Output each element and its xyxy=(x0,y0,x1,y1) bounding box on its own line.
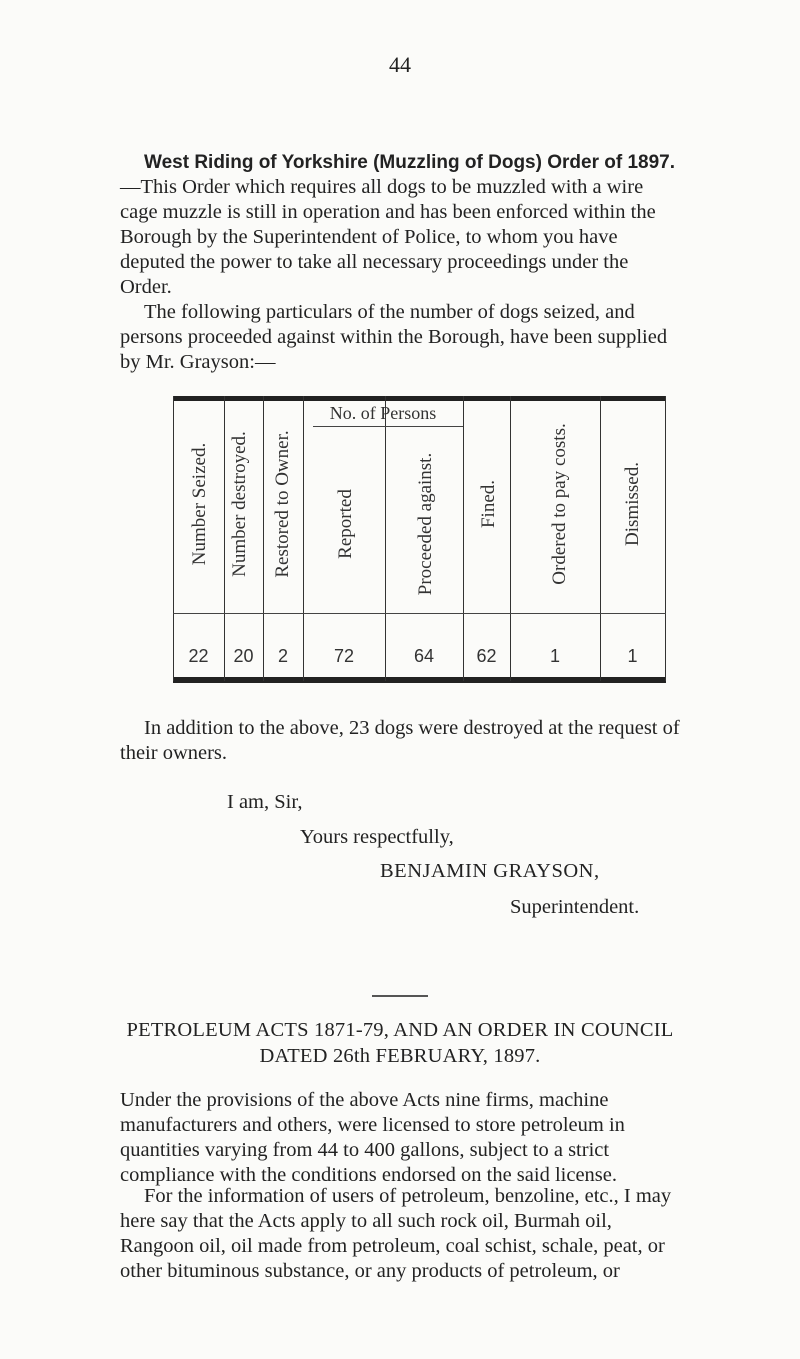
muzzling-heading: West Riding of Yorkshire (Muzzling of Dogs) Order of 1897. xyxy=(144,152,675,173)
petroleum-heading xyxy=(120,1017,680,1069)
regards: Yours respectfully, xyxy=(300,826,454,848)
dogs-table xyxy=(173,396,666,685)
table-vline xyxy=(224,396,225,681)
salutation: I am, Sir, xyxy=(227,791,303,813)
petroleum-heading-line1: PETROLEUM ACTS 1871-79, AND AN ORDER IN COUNCIL xyxy=(126,1019,674,1041)
table-top-rule xyxy=(173,396,666,401)
col-header-costs: Ordered to pay costs. xyxy=(549,423,570,585)
cell-dismissed: 1 xyxy=(627,646,638,666)
col-header-fined: Fined. xyxy=(478,479,499,529)
particulars-paragraph xyxy=(120,300,680,375)
col-header-destroyed: Number destroyed. xyxy=(229,431,250,577)
table-vline xyxy=(600,396,601,681)
signatory-name: BENJAMIN GRAYSON, xyxy=(380,860,600,882)
petroleum-paragraph-2 xyxy=(120,1184,680,1284)
addition-paragraph xyxy=(120,716,680,766)
table-bottom-rule xyxy=(173,677,666,683)
cell-reported: 72 xyxy=(333,646,355,666)
col-header-seized: Number Seized. xyxy=(189,442,210,566)
group-underline xyxy=(313,426,463,427)
col-header-reported: Reported xyxy=(335,489,356,559)
table-vline xyxy=(385,396,386,681)
particulars-text: The following particulars of the number of dogs seized, and persons proceeded against within the Borough, have been supplied by Mr. Grayson:— xyxy=(120,301,668,373)
signatory-title: Superintendent. xyxy=(510,896,640,918)
cell-destroyed: 20 xyxy=(233,646,254,666)
cell-restored: 2 xyxy=(277,646,288,666)
cell-fined: 62 xyxy=(476,646,497,666)
petroleum-para2-text: For the information of users of petroleum, benzoline, etc., I may here say that the Acts apply to all such rock oil, Burmah oil, Rangoon oil, oil made from petroleum, coal schist, schale, peat, or other bituminous substance, or any products of petroleum, or xyxy=(120,1185,672,1282)
page-number: 44 xyxy=(389,52,411,77)
table-vline xyxy=(510,396,511,681)
table-vline xyxy=(665,396,666,681)
col-header-proceeded: Proceeded against. xyxy=(415,452,436,596)
header-rule xyxy=(173,613,666,614)
petroleum-para1-text: Under the provisions of the above Acts nine firms, machine manufacturers and others, were licensed to store petroleum in quantities varying from 44 to 400 gallons, subject to a strict compliance with the conditions endorsed on the said license. xyxy=(120,1089,625,1186)
cell-costs: 1 xyxy=(549,646,560,666)
table-vline xyxy=(173,396,174,681)
col-header-dismissed: Dismissed. xyxy=(622,462,643,546)
section-divider xyxy=(372,995,428,997)
table-vline xyxy=(463,396,464,681)
group-header: No. of Persons xyxy=(329,403,437,423)
cell-seized: 22 xyxy=(188,646,209,666)
addition-text: In addition to the above, 23 dogs were destroyed at the request of their owners. xyxy=(120,717,680,764)
muzzling-text: —This Order which requires all dogs to be muzzled with a wire cage muzzle is still in operation and has been enforced within the Borough by the Superintendent of Police, to whom you have deputed the power to take all necessary proceedings under the Order. xyxy=(120,176,656,298)
petroleum-paragraph-1 xyxy=(120,1088,680,1188)
petroleum-heading-line2: DATED 26th FEBRUARY, 1897. xyxy=(259,1045,541,1067)
table-vline xyxy=(263,396,264,681)
muzzling-paragraph xyxy=(120,150,680,300)
table-vline xyxy=(303,396,304,681)
cell-proceeded: 64 xyxy=(413,646,435,666)
col-header-restored: Restored to Owner. xyxy=(272,430,293,578)
